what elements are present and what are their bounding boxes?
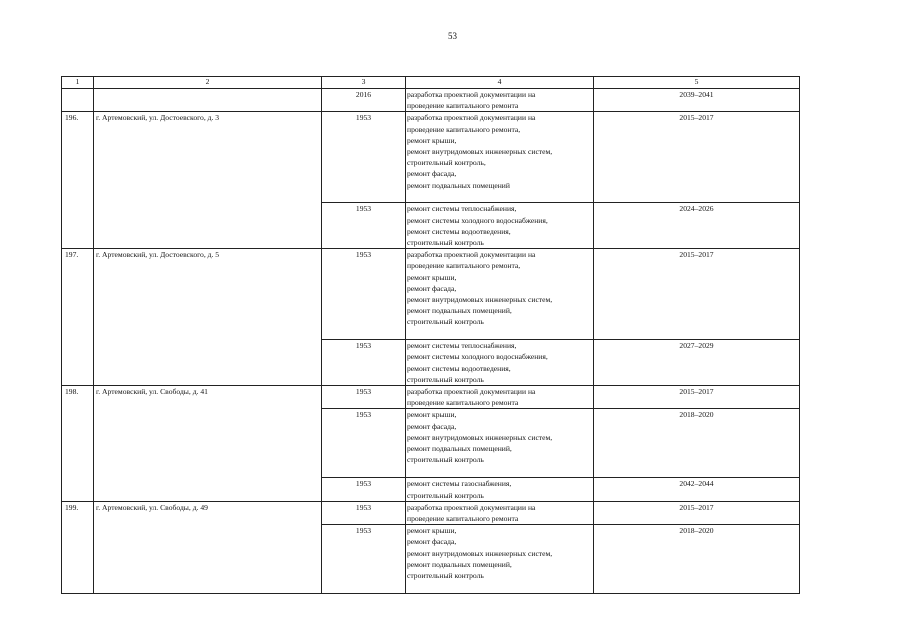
row-number: 198. [62,386,94,502]
work-item: ремонт системы теплоснабжения, [407,204,517,214]
work-item: ремонт внутридомовых инженерных систем, [407,548,553,558]
period-cell: 2042–2044 [594,478,800,501]
work-item: проведение капитального ремонта [407,514,519,524]
year-cell: 1953 [322,112,406,203]
works-cell [406,501,594,524]
work-item: ремонт фасада, [407,169,457,179]
year-cell: 1953 [322,386,406,409]
work-item: строительный контроль [407,571,484,581]
work-item: ремонт подвальных помещений, [407,306,512,316]
address-cell: г. Артемовский, ул. Свободы, д. 41 [94,386,322,502]
table-row [62,501,800,524]
table-header-row [62,77,800,89]
work-item: строительный контроль, [407,158,486,168]
works-cell [406,112,594,203]
row-number [62,89,94,112]
work-item: разработка проектной документации на [407,387,536,397]
period-cell: 2018–2020 [594,525,800,594]
table-row [62,89,800,112]
address-cell: г. Артемовский, ул. Достоевского, д. 5 [94,249,322,386]
capital-repair-table [61,76,800,594]
column-header-2: 2 [94,77,322,89]
column-header-1: 1 [62,77,94,89]
works-cell [406,525,594,594]
work-item: ремонт фасада, [407,421,457,431]
row-number: 197. [62,249,94,386]
column-header-3: 3 [322,77,406,89]
table-row [62,249,800,340]
works-cell [406,340,594,386]
work-item: проведение капитального ремонта, [407,261,521,271]
year-cell: 1953 [322,203,406,249]
period-cell: 2039–2041 [594,89,800,112]
work-item: ремонт системы водоотведения, [407,226,511,236]
work-item: ремонт системы водоотведения, [407,363,511,373]
year-cell: 1953 [322,249,406,340]
year-cell: 1953 [322,340,406,386]
work-item: ремонт внутридомовых инженерных систем, [407,432,553,442]
work-item: проведение капитального ремонта [407,101,519,111]
work-item: ремонт крыши, [407,135,457,145]
year-cell: 2016 [322,89,406,112]
year-cell: 1953 [322,525,406,594]
period-cell: 2015–2017 [594,501,800,524]
works-cell [406,249,594,340]
column-header-5: 5 [594,77,800,89]
period-cell: 2024–2026 [594,203,800,249]
address-cell: г. Артемовский, ул. Свободы, д. 49 [94,501,322,593]
work-item: ремонт системы холодного водоснабжения, [407,352,548,362]
work-item: проведение капитального ремонта, [407,124,521,134]
work-item: ремонт крыши, [407,526,457,536]
year-cell: 1953 [322,478,406,501]
works-cell [406,409,594,478]
work-item: ремонт крыши, [407,410,457,420]
work-item: строительный контроль [407,490,484,500]
period-cell: 2027–2029 [594,340,800,386]
work-item: строительный контроль [407,238,484,248]
period-cell: 2018–2020 [594,409,800,478]
table-body [62,77,800,594]
period-cell: 2015–2017 [594,249,800,340]
work-item: проведение капитального ремонта [407,398,519,408]
works-cell [406,89,594,112]
work-item: ремонт подвальных помещений, [407,559,512,569]
work-item: строительный контроль [407,374,484,384]
table-row [62,386,800,409]
work-item: ремонт крыши, [407,272,457,282]
work-item: разработка проектной документации на [407,90,536,99]
work-item: ремонт подвальных помещений, [407,444,512,454]
work-item: разработка проектной документации на [407,113,536,123]
work-item: строительный контроль [407,455,484,465]
work-item: ремонт системы теплоснабжения, [407,341,517,351]
work-item: ремонт системы газоснабжения, [407,479,512,489]
address-cell: г. Артемовский, ул. Достоевского, д. 3 [94,112,322,249]
works-cell [406,203,594,249]
work-item: строительный контроль [407,317,484,327]
row-number: 196. [62,112,94,249]
address-cell [94,89,322,112]
works-cell [406,386,594,409]
page-number: 53 [448,31,457,41]
table-row [62,112,800,203]
period-cell: 2015–2017 [594,112,800,203]
year-cell: 1953 [322,501,406,524]
year-cell: 1953 [322,409,406,478]
works-cell [406,478,594,501]
work-item: ремонт внутридомовых инженерных систем, [407,147,553,157]
work-item: разработка проектной документации на [407,502,536,512]
column-header-4: 4 [406,77,594,89]
work-item: разработка проектной документации на [407,250,536,260]
work-item: ремонт системы холодного водоснабжения, [407,215,548,225]
work-item: ремонт фасада, [407,283,457,293]
period-cell: 2015–2017 [594,386,800,409]
row-number: 199. [62,501,94,593]
work-item: ремонт подвальных помещений [407,180,510,190]
work-item: ремонт фасада, [407,537,457,547]
work-item: ремонт внутридомовых инженерных систем, [407,295,553,305]
